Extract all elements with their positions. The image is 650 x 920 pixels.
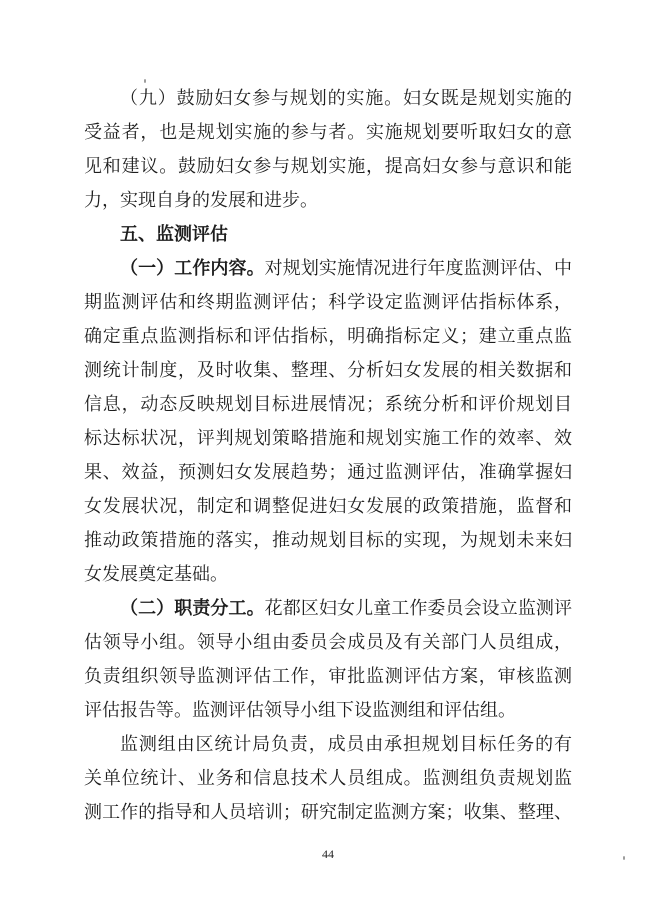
text-line (84, 115, 572, 149)
text-line (84, 523, 572, 557)
text-line (84, 591, 572, 625)
text-line (84, 761, 572, 795)
text-line (84, 217, 572, 251)
text-segment: 确定重点监测指标和评估指标，明确指标定义；建立重点监 (84, 326, 572, 346)
bold-text-segment: 五、监测评估 (120, 224, 228, 244)
text-line (84, 625, 572, 659)
text-segment: 力，实现自身的发展和进步。 (84, 190, 318, 210)
text-line (84, 693, 572, 727)
text-line (84, 81, 572, 115)
text-line (84, 183, 572, 217)
text-segment: 测统计制度，及时收集、整理、分析妇女发展的相关数据和 (84, 360, 572, 380)
text-line (84, 421, 572, 455)
text-block (84, 81, 572, 829)
text-line (84, 795, 572, 829)
text-segment: 受益者，也是规划实施的参与者。实施规划要听取妇女的意 (84, 122, 572, 142)
text-segment: 标达标状况，评判规划策略措施和规划实施工作的效率、效 (84, 428, 572, 448)
text-segment: 对规划实施情况进行年度监测评估、中 (264, 258, 573, 278)
scan-speck (623, 856, 625, 860)
text-segment: 见和建议。鼓励妇女参与规划实施，提高妇女参与意识和能 (84, 156, 572, 176)
text-segment: 评估报告等。监测评估领导小组下设监测组和评估组。 (84, 700, 516, 720)
text-segment: 女发展奠定基础。 (84, 564, 228, 584)
text-line (84, 149, 572, 183)
text-line (84, 455, 572, 489)
text-segment: 花都区妇女儿童工作委员会设立监测评 (264, 598, 573, 618)
text-segment: 估领导小组。领导小组由委员会成员及有关部门人员组成， (84, 632, 572, 652)
text-segment: 测工作的指导和人员培训；研究制定监测方案；收集、整理、 (84, 802, 572, 822)
text-line (84, 285, 572, 319)
text-segment: 期监测评估和终期监测评估；科学设定监测评估指标体系， (84, 292, 572, 312)
text-line (84, 489, 572, 523)
text-line (84, 557, 572, 591)
text-line (84, 319, 572, 353)
text-segment: 负责组织领导监测评估工作，审批监测评估方案，审核监测 (84, 666, 572, 686)
page-number: 44 (322, 847, 334, 861)
text-segment: 监测组由区统计局负责，成员由承担规划目标任务的有 (120, 734, 572, 754)
text-segment: 女发展状况，制定和调整促进妇女发展的政策措施，监督和 (84, 496, 572, 516)
text-line (84, 727, 572, 761)
text-line (84, 659, 572, 693)
text-line (84, 251, 572, 285)
text-line (84, 387, 572, 421)
text-segment: （九）鼓励妇女参与规划的实施。妇女既是规划实施的 (120, 88, 572, 108)
text-segment: 信息，动态反映规划目标进展情况；系统分析和评价规划目 (84, 394, 572, 414)
scan-speck (144, 79, 146, 83)
bold-text-segment: （一）工作内容。 (120, 258, 265, 278)
text-segment: 关单位统计、业务和信息技术人员组成。监测组负责规划监 (84, 768, 572, 788)
text-segment: 推动政策措施的落实，推动规划目标的实现，为规划未来妇 (84, 530, 572, 550)
text-segment: 果、效益，预测妇女发展趋势；通过监测评估，准确掌握妇 (84, 462, 572, 482)
bold-text-segment: （二）职责分工。 (120, 598, 265, 618)
text-line (84, 353, 572, 387)
